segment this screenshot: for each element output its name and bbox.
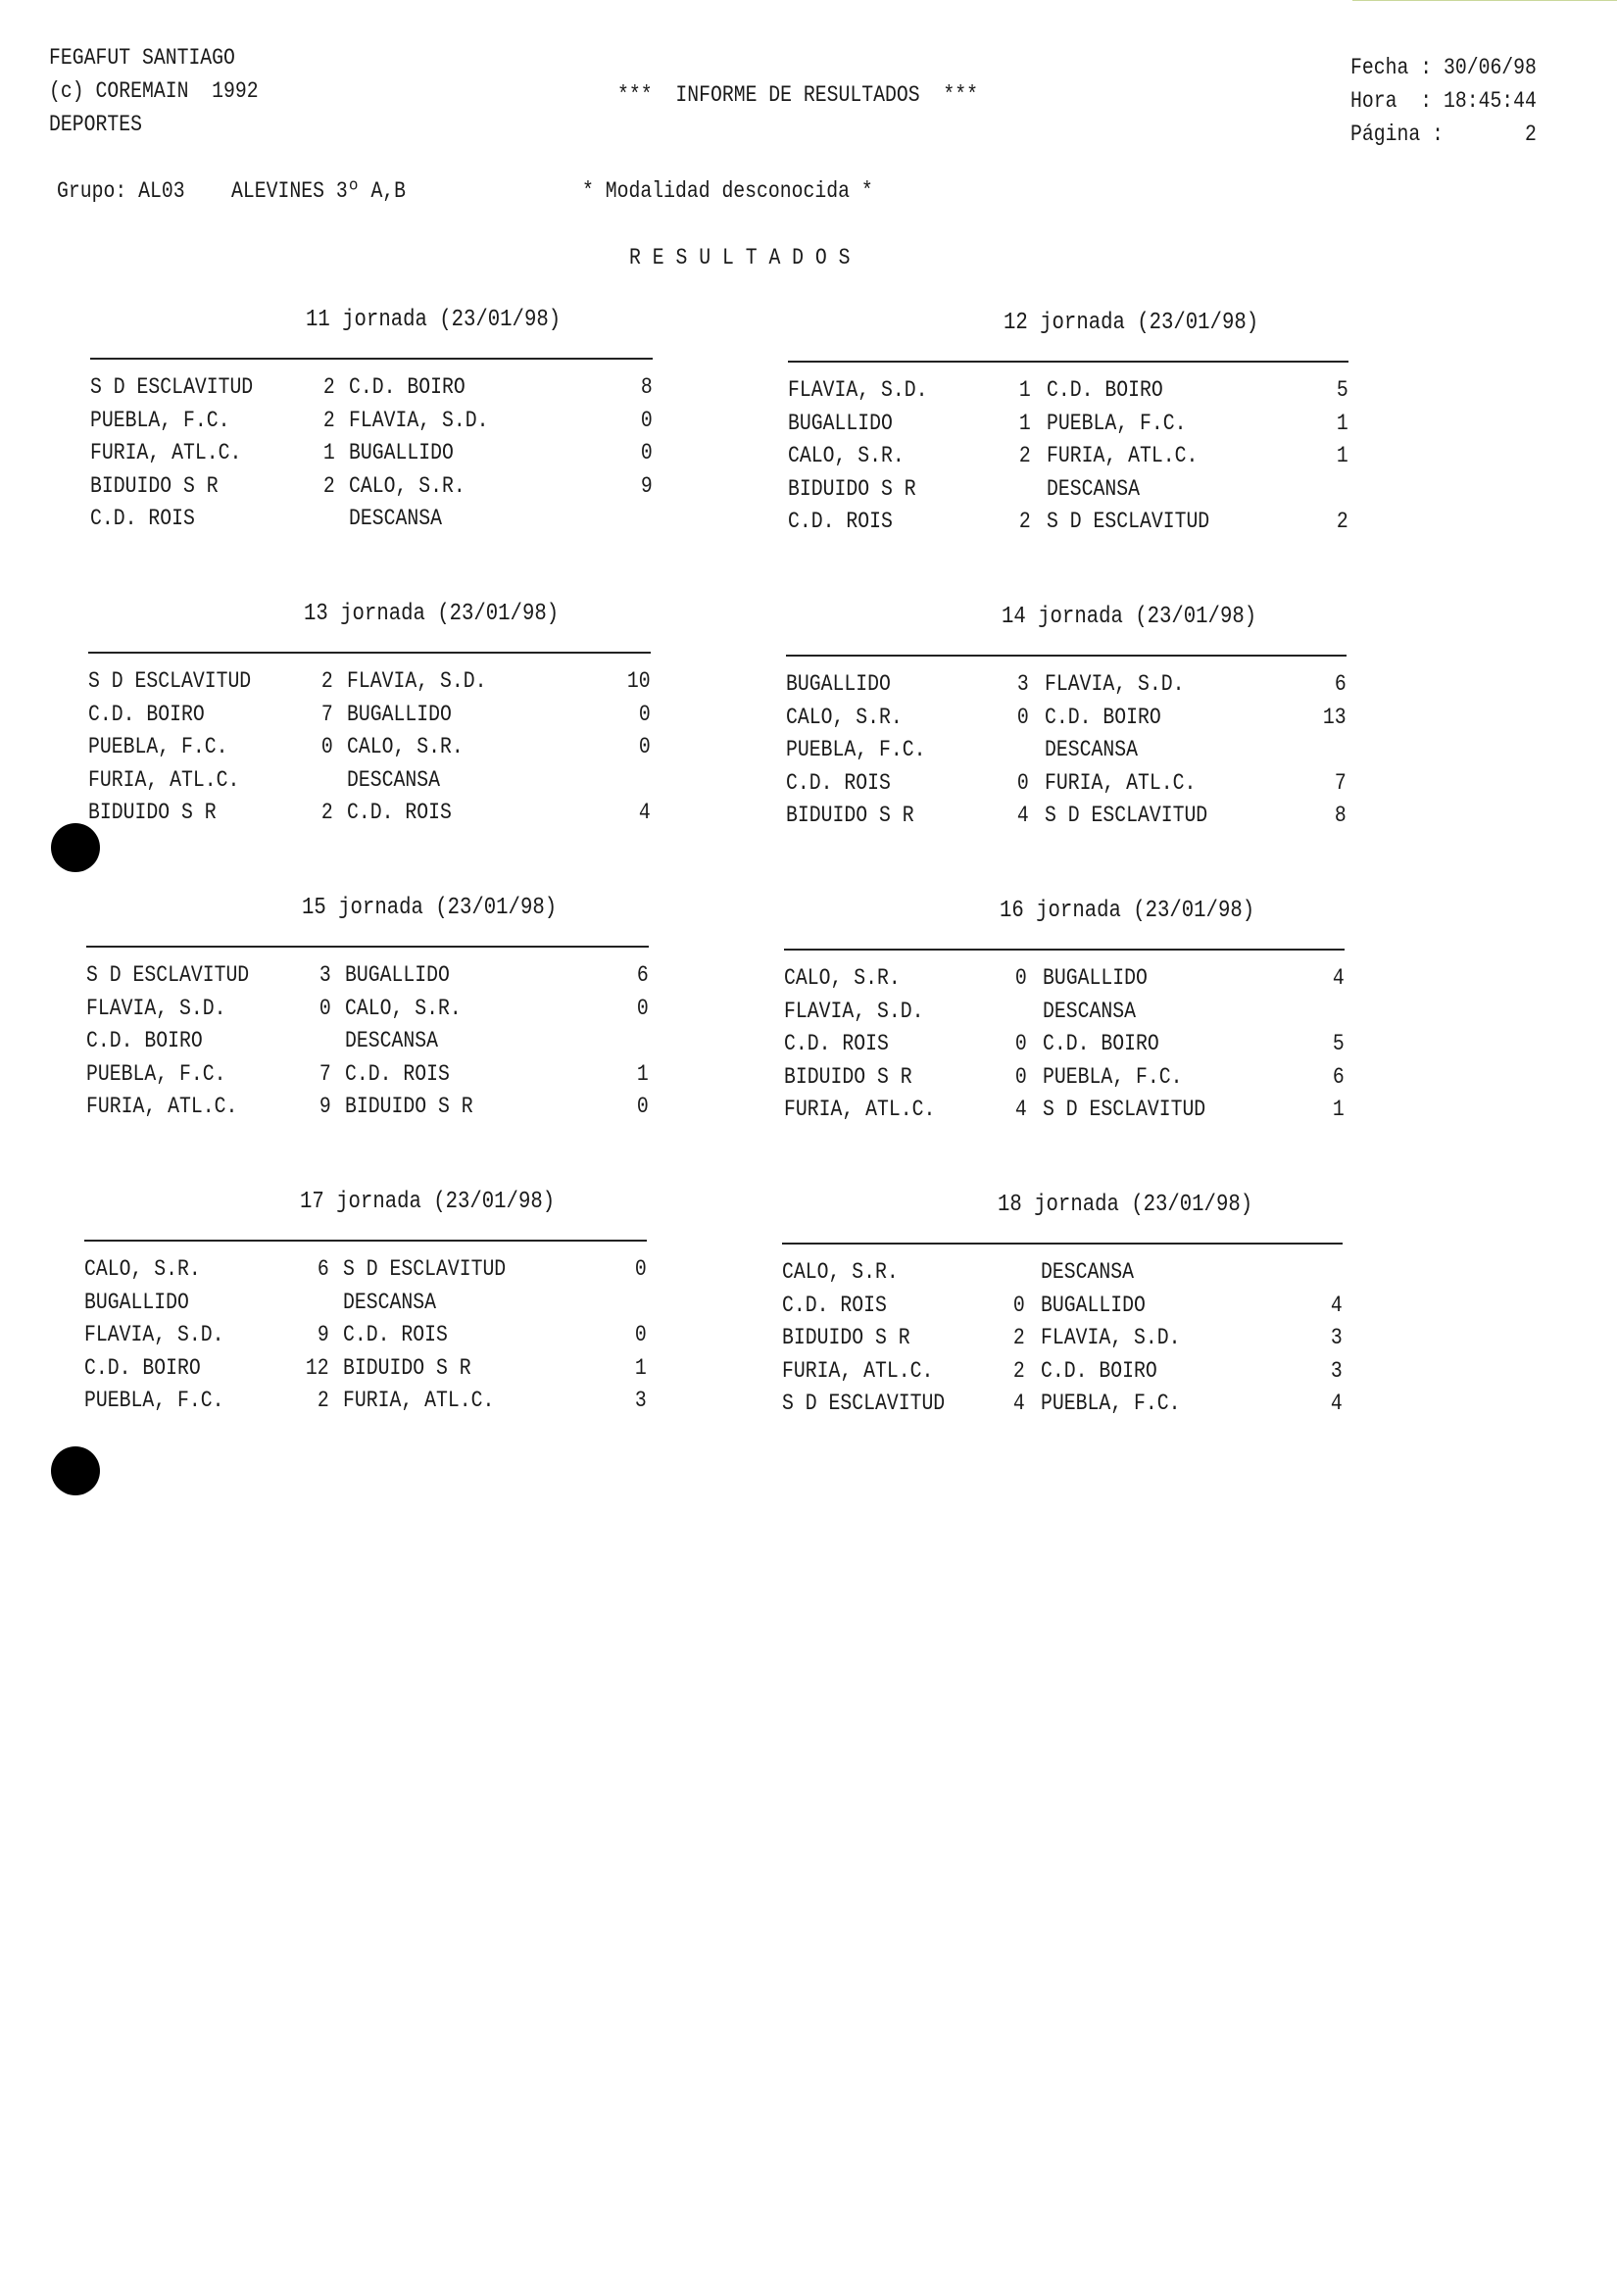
home-team: FURIA, ATL.C.	[782, 1357, 934, 1384]
match-row	[86, 1094, 649, 1126]
home-team: FLAVIA, S.D.	[788, 377, 928, 403]
away-score: 1	[637, 1060, 649, 1087]
away-team: DESCANSA	[1043, 998, 1136, 1024]
home-team: PUEBLA, F.C.	[86, 1060, 226, 1087]
jornada-rule	[88, 652, 651, 654]
jornada-title: 12 jornada (23/01/98)	[1004, 310, 1259, 336]
away-team: DESCANSA	[1047, 475, 1140, 502]
match-row	[90, 440, 653, 472]
home-score: 0	[321, 734, 333, 759]
results-section-title: R E S U L T A D O S	[629, 245, 851, 270]
away-team: PUEBLA, F.C.	[1047, 410, 1187, 436]
match-row	[788, 377, 1348, 410]
home-team: CALO, S.R.	[786, 704, 903, 730]
away-score: 6	[637, 962, 649, 988]
away-score: 4	[1331, 1391, 1343, 1416]
away-score: 9	[641, 472, 653, 499]
away-team: S D ESCLAVITUD	[1047, 509, 1210, 534]
away-team: C.D. BOIRO	[1041, 1357, 1157, 1384]
match-row	[86, 1061, 649, 1094]
home-score: 2	[1019, 509, 1031, 534]
away-score: 0	[641, 440, 653, 465]
home-team: CALO, S.R.	[788, 443, 905, 468]
home-team: FLAVIA, S.D.	[86, 995, 226, 1021]
jornada-rule	[90, 358, 653, 360]
jornada-rule	[786, 655, 1347, 657]
away-team: CALO, S.R.	[347, 734, 464, 759]
home-team: C.D. ROIS	[782, 1292, 887, 1318]
away-score: 0	[637, 995, 649, 1021]
home-score: 2	[321, 800, 333, 825]
home-score: 2	[323, 407, 335, 433]
away-team: C.D. ROIS	[345, 1060, 450, 1087]
match-row	[88, 767, 651, 800]
jornada-title: 14 jornada (23/01/98)	[1002, 604, 1257, 630]
match-row	[786, 803, 1347, 835]
match-row	[84, 1322, 647, 1354]
home-score: 7	[319, 1060, 331, 1087]
away-team: PUEBLA, F.C.	[1043, 1063, 1183, 1090]
match-row	[84, 1388, 647, 1420]
home-score: 3	[1017, 671, 1029, 697]
home-score: 4	[1017, 803, 1029, 828]
home-team: CALO, S.R.	[782, 1259, 899, 1285]
match-row	[784, 1031, 1345, 1063]
away-score: 5	[1337, 377, 1348, 403]
away-team: FLAVIA, S.D.	[1041, 1325, 1181, 1350]
page-number: Página : 2	[1350, 122, 1537, 147]
jornada-title: 17 jornada (23/01/98)	[300, 1189, 556, 1215]
home-team: FLAVIA, S.D.	[84, 1322, 224, 1347]
match-row	[86, 996, 649, 1028]
match-row	[786, 770, 1347, 803]
home-team: FLAVIA, S.D.	[784, 998, 924, 1024]
jornada-rule	[782, 1243, 1343, 1245]
away-score: 7	[1335, 769, 1347, 796]
report-title: *** INFORME DE RESULTADOS ***	[617, 82, 978, 108]
match-row	[782, 1293, 1343, 1325]
jornada-rule	[84, 1240, 647, 1242]
match-row	[86, 962, 649, 995]
away-team: DESCANSA	[343, 1289, 436, 1315]
home-team: BUGALLIDO	[788, 410, 893, 436]
away-team: S D ESCLAVITUD	[343, 1256, 507, 1282]
home-team: C.D. BOIRO	[86, 1028, 203, 1053]
home-score: 1	[1019, 377, 1031, 403]
home-score: 2	[323, 374, 335, 400]
away-team: C.D. BOIRO	[349, 374, 466, 400]
home-score: 0	[1015, 965, 1027, 991]
home-score: 1	[323, 440, 335, 465]
away-team: BUGALLIDO	[1043, 965, 1148, 991]
away-team: FLAVIA, S.D.	[1045, 671, 1185, 697]
match-row	[90, 506, 653, 538]
home-team: BIDUIDO S R	[782, 1325, 910, 1350]
away-score: 1	[1333, 1097, 1345, 1122]
home-team: S D ESCLAVITUD	[88, 668, 252, 694]
jornada-title: 15 jornada (23/01/98)	[302, 895, 558, 921]
away-team: CALO, S.R.	[345, 995, 462, 1021]
away-score: 6	[1333, 1063, 1345, 1090]
match-row	[788, 476, 1348, 509]
home-score: 0	[1017, 704, 1029, 730]
away-score: 10	[627, 668, 651, 694]
away-team: DESCANSA	[1045, 737, 1138, 762]
jornada-rule	[784, 949, 1345, 951]
match-row	[784, 999, 1345, 1031]
away-team: C.D. BOIRO	[1047, 377, 1163, 403]
home-score: 4	[1015, 1097, 1027, 1122]
home-team: BIDUIDO S R	[90, 472, 219, 499]
away-team: BUGALLIDO	[1041, 1292, 1146, 1318]
group-modality: * Modalidad desconocida *	[582, 178, 873, 204]
match-row	[784, 1064, 1345, 1097]
org-name: FEGAFUT SANTIAGO	[49, 45, 235, 71]
match-row	[786, 671, 1347, 704]
home-score: 0	[1013, 1292, 1025, 1318]
home-team: CALO, S.R.	[784, 965, 901, 991]
match-row	[90, 473, 653, 506]
home-team: FURIA, ATL.C.	[90, 440, 242, 465]
home-team: S D ESCLAVITUD	[782, 1391, 946, 1416]
home-team: FURIA, ATL.C.	[784, 1097, 936, 1122]
away-team: C.D. ROIS	[343, 1322, 448, 1347]
home-score: 7	[321, 701, 333, 727]
away-team: S D ESCLAVITUD	[1045, 803, 1208, 828]
away-team: BUGALLIDO	[347, 701, 452, 727]
home-team: C.D. BOIRO	[88, 701, 205, 727]
away-team: S D ESCLAVITUD	[1043, 1097, 1206, 1122]
group-category: ALEVINES 3º A,B	[231, 178, 407, 204]
away-score: 0	[641, 407, 653, 433]
home-score: 4	[1013, 1391, 1025, 1416]
away-score: 0	[635, 1322, 647, 1347]
away-score: 1	[1337, 443, 1348, 468]
away-score: 3	[1331, 1357, 1343, 1384]
jornada-title: 11 jornada (23/01/98)	[306, 307, 562, 333]
match-row	[788, 411, 1348, 443]
jornada-rule	[788, 361, 1348, 363]
jornada-title: 13 jornada (23/01/98)	[304, 601, 560, 627]
away-score: 0	[639, 734, 651, 759]
away-score: 4	[1331, 1292, 1343, 1318]
away-score: 0	[639, 701, 651, 727]
report-date: Fecha : 30/06/98	[1350, 55, 1537, 80]
home-team: S D ESCLAVITUD	[90, 374, 254, 400]
away-score: 1	[1337, 410, 1348, 436]
match-row	[84, 1355, 647, 1388]
away-team: BIDUIDO S R	[343, 1354, 471, 1381]
away-score: 0	[637, 1094, 649, 1119]
away-score: 1	[635, 1354, 647, 1381]
match-row	[784, 1097, 1345, 1129]
home-team: C.D. ROIS	[784, 1031, 889, 1056]
away-team: FLAVIA, S.D.	[347, 668, 487, 694]
away-team: FURIA, ATL.C.	[343, 1388, 495, 1413]
home-score: 3	[319, 962, 331, 988]
away-score: 13	[1323, 704, 1347, 730]
home-score: 0	[319, 995, 331, 1021]
group-code: Grupo: AL03	[57, 178, 185, 204]
match-row	[90, 408, 653, 440]
report-time: Hora : 18:45:44	[1350, 88, 1537, 114]
away-team: BUGALLIDO	[345, 962, 450, 988]
home-team: PUEBLA, F.C.	[786, 737, 926, 762]
home-score: 2	[1019, 443, 1031, 468]
home-score: 2	[1013, 1357, 1025, 1384]
away-team: BIDUIDO S R	[345, 1094, 473, 1119]
home-score: 9	[318, 1322, 329, 1347]
home-team: FURIA, ATL.C.	[88, 766, 240, 793]
home-score: 1	[1019, 410, 1031, 436]
department-line: DEPORTES	[49, 112, 142, 137]
away-team: DESCANSA	[1041, 1259, 1134, 1285]
match-row	[90, 374, 653, 407]
home-team: CALO, S.R.	[84, 1256, 201, 1282]
match-row	[84, 1256, 647, 1289]
home-team: BUGALLIDO	[786, 671, 891, 697]
match-row	[782, 1358, 1343, 1391]
home-team: BIDUIDO S R	[784, 1063, 912, 1090]
home-team: FURIA, ATL.C.	[86, 1094, 238, 1119]
away-team: FURIA, ATL.C.	[1045, 769, 1197, 796]
match-row	[788, 443, 1348, 475]
home-team: C.D. ROIS	[788, 509, 893, 534]
away-score: 2	[1337, 509, 1348, 534]
away-team: FLAVIA, S.D.	[349, 407, 489, 433]
home-team: PUEBLA, F.C.	[90, 407, 230, 433]
away-team: PUEBLA, F.C.	[1041, 1391, 1181, 1416]
away-score: 4	[1333, 965, 1345, 991]
away-score: 8	[641, 374, 653, 400]
punch-hole	[51, 1446, 100, 1495]
away-score: 3	[635, 1388, 647, 1413]
home-score: 2	[323, 472, 335, 499]
match-row	[88, 800, 651, 832]
jornada-title: 18 jornada (23/01/98)	[998, 1192, 1253, 1218]
punch-hole	[51, 823, 100, 872]
away-score: 8	[1335, 803, 1347, 828]
home-team: BIDUIDO S R	[88, 800, 217, 825]
home-score: 12	[306, 1354, 329, 1381]
match-row	[786, 705, 1347, 737]
away-score: 3	[1331, 1325, 1343, 1350]
away-score: 4	[639, 800, 651, 825]
match-row	[88, 734, 651, 766]
away-score: 0	[635, 1256, 647, 1282]
jornada-rule	[86, 946, 649, 948]
home-score: 0	[1017, 769, 1029, 796]
match-row	[782, 1391, 1343, 1423]
match-row	[782, 1325, 1343, 1357]
away-score: 6	[1335, 671, 1347, 697]
match-row	[88, 702, 651, 734]
match-row	[84, 1290, 647, 1322]
home-team: C.D. ROIS	[786, 769, 891, 796]
home-team: BUGALLIDO	[84, 1289, 189, 1315]
home-team: C.D. ROIS	[90, 506, 195, 531]
away-team: DESCANSA	[349, 506, 442, 531]
match-row	[788, 509, 1348, 541]
home-score: 0	[1015, 1031, 1027, 1056]
jornada-title: 16 jornada (23/01/98)	[1000, 898, 1255, 924]
away-team: C.D. BOIRO	[1043, 1031, 1159, 1056]
match-row	[88, 668, 651, 701]
away-team: C.D. BOIRO	[1045, 704, 1161, 730]
away-team: CALO, S.R.	[349, 472, 466, 499]
home-team: S D ESCLAVITUD	[86, 962, 250, 988]
home-team: BIDUIDO S R	[786, 803, 914, 828]
match-row	[86, 1028, 649, 1060]
home-score: 9	[319, 1094, 331, 1119]
away-team: DESCANSA	[347, 766, 440, 793]
home-score: 6	[318, 1256, 329, 1282]
away-team: FURIA, ATL.C.	[1047, 443, 1199, 468]
home-team: PUEBLA, F.C.	[84, 1388, 224, 1413]
home-score: 2	[318, 1388, 329, 1413]
home-score: 2	[321, 668, 333, 694]
home-team: BIDUIDO S R	[788, 475, 916, 502]
top-edge-line	[1352, 0, 1617, 1]
away-team: DESCANSA	[345, 1028, 438, 1053]
home-score: 0	[1015, 1063, 1027, 1090]
home-score: 2	[1013, 1325, 1025, 1350]
away-team: C.D. ROIS	[347, 800, 452, 825]
copyright-line: (c) COREMAIN 1992	[49, 78, 259, 104]
away-team: BUGALLIDO	[349, 440, 454, 465]
match-row	[784, 965, 1345, 998]
match-row	[782, 1259, 1343, 1292]
home-team: PUEBLA, F.C.	[88, 734, 228, 759]
match-row	[786, 737, 1347, 769]
away-score: 5	[1333, 1031, 1345, 1056]
home-team: C.D. BOIRO	[84, 1354, 201, 1381]
